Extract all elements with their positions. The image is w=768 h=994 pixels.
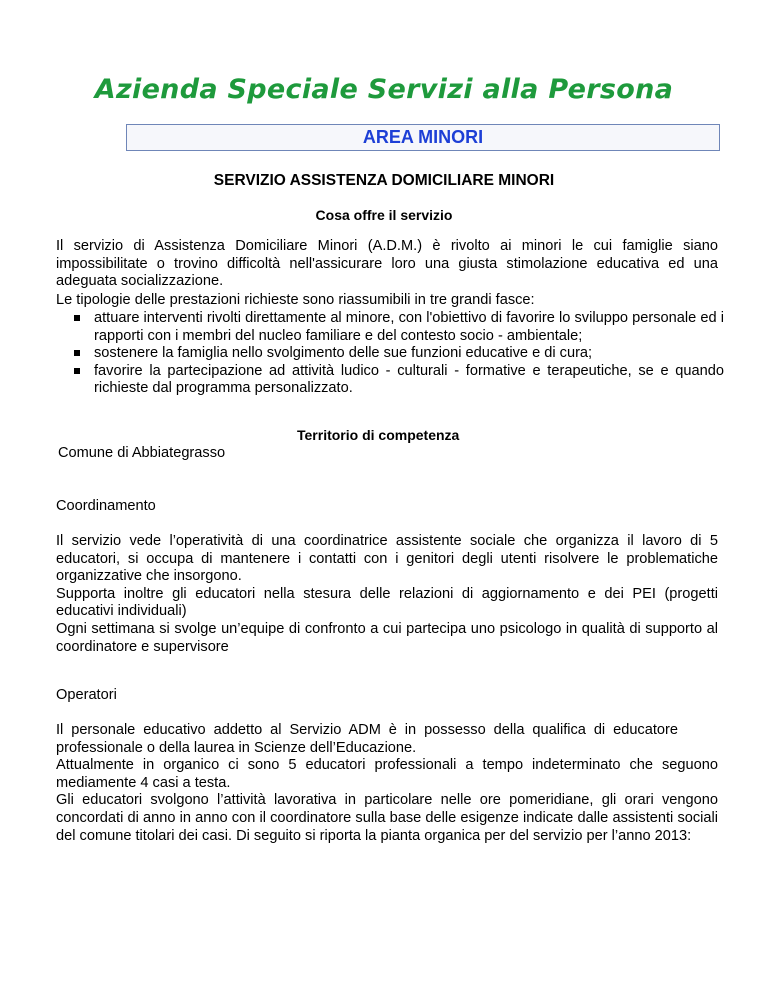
list-item-text: favorire la partecipazione ad attività ludico - culturali - formative e terapeutiche, se e quando richieste dal programma personalizzato. xyxy=(94,362,724,397)
bullet-square-icon xyxy=(74,315,80,321)
coordination-paragraph-3: Ogni settimana si svolge un’equipe di confronto a cui partecipa uno psicologo in qualità di supporto al coordinatore e supervisore xyxy=(56,620,718,655)
list-item xyxy=(74,310,724,345)
area-title-box xyxy=(126,124,720,151)
area-title: AREA MINORI xyxy=(362,127,484,147)
organization-title: Azienda Speciale Servizi alla Persona xyxy=(94,74,674,105)
intro-paragraph xyxy=(56,238,718,291)
list-item-text: attuare interventi rivolti direttamente al minore, con l'obiettivo di favorire lo sviluppo personale ed i rapporti con i membri del nucleo familiare e del contesto socio - ambientale; xyxy=(94,310,724,344)
operators-paragraph-3: Gli educatori svolgono l’attività lavorativa in particolare nelle ore pomeridiane, gli orari vengono concordati di anno in anno con il coordinatore sulla base delle esigenze indicate dalle assistenti sociali del comune titolari dei casi. Di seguito si riporta la pianta organica per del servizio per l’anno 2013: xyxy=(56,792,718,844)
operators-heading: Operatori xyxy=(56,687,117,703)
types-intro-text: Le tipologie delle prestazioni richieste sono riassumibili in tre grandi fasce: xyxy=(56,292,535,308)
types-intro xyxy=(56,292,718,310)
territory-comune: Comune di Abbiategrasso xyxy=(58,445,226,461)
bullet-square-icon xyxy=(74,368,80,374)
coordination-heading: Coordinamento xyxy=(56,498,156,514)
operators-paragraph-1: Il personale educativo addetto al Servizio ADM è in possesso della qualifica di educatore professionale o della laurea in Scienze dell’Educazione. xyxy=(56,722,678,756)
operators-section xyxy=(56,722,718,845)
coordination-paragraph-2: Supporta inoltre gli educatori nella stesura delle relazioni di aggiornamento e dei PEI (progetti educativi individuali) xyxy=(56,585,718,620)
offer-heading: Cosa offre il servizio xyxy=(315,207,453,223)
list-item xyxy=(74,345,724,363)
bullet-square-icon xyxy=(74,350,80,356)
service-title: SERVIZIO ASSISTENZA DOMICILIARE MINORI xyxy=(213,172,555,189)
services-list xyxy=(74,310,724,398)
list-item xyxy=(74,363,724,398)
territory-heading: Territorio di competenza xyxy=(297,427,460,443)
operators-paragraph-2: Attualmente in organico ci sono 5 educatori professionali a tempo indeterminato che seguono mediamente 4 casi a testa. xyxy=(56,757,718,791)
coordination-paragraph-1: Il servizio vede l’operatività di una coordinatrice assistente sociale che organizza il lavoro di 5 educatori, si occupa di mantenere i contatti con i genitori degli utenti risolvere le problematiche organizzative che insorgono. xyxy=(56,533,718,585)
coordination-section xyxy=(56,533,718,656)
intro-text: Il servizio di Assistenza Domiciliare Minori (A.D.M.) è rivolto ai minori le cui famiglie siano impossibilitate o trovino difficoltà nell'assicurare loro una giusta stimolazione educativa ed una adeguata socializzazione. xyxy=(56,238,718,290)
list-item-text: sostenere la famiglia nello svolgimento delle sue funzioni educative e di cura; xyxy=(94,345,593,362)
